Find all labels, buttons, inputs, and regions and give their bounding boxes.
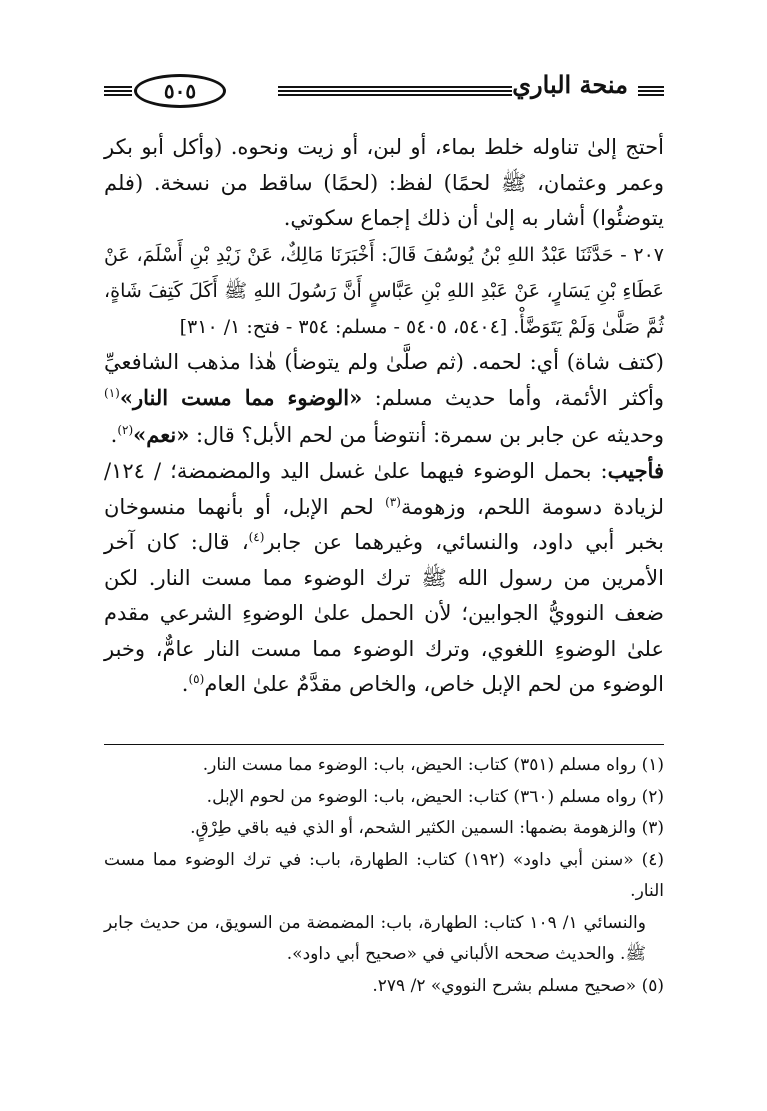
main-text <box>104 130 664 703</box>
header-rule-right <box>638 86 664 96</box>
footnote-4-continued: والنسائي ١/ ١٠٩ كتاب: الطهارة، باب: المضمضة من السويق، من حديث جابر ﷺ. والحديث صححه الألباني في «صحيح أبي داود». <box>104 912 646 964</box>
paragraph-3-text: (كتف شاة) أي: لحمه. (ثم صلَّىٰ ولم يتوضأ) هٰذا مذهب الشافعيِّ وأكثر الأئمة، وأما حديث مسلم: <box>104 349 665 410</box>
quote-hadith: «الوضوء مما مست النار» <box>119 385 363 410</box>
footnote-2: (٢) رواه مسلم (٣٦٠) كتاب: الحيض، باب: الوضوء من لحوم الإبل. <box>206 786 664 807</box>
header-rule-middle <box>278 86 512 96</box>
footnote-ref-3: (٣) <box>385 494 401 509</box>
paragraph-1: أحتج إلىٰ تناوله خلط بماء، أو لبن، أو زيت ونحوه. (وأكل أبو بكر وعمر وعثمان، ﷺ لحمًا) لفظ: (لحمًا) ساقط من نسخة. (فلم يتوضئُوا) أشار به إلىٰ أن ذلك إجماع سكوتي. <box>104 135 664 230</box>
answer-lead: فأجيب <box>607 458 664 483</box>
paragraph-4 <box>104 453 664 703</box>
footnote-4: (٤) «سنن أبي داود» (١٩٢) كتاب: الطهارة، باب: في ترك الوضوء مما مست النار. <box>104 849 664 901</box>
hadith-207: ٢٠٧ - حَدَّثَنَا عَبْدُ اللهِ بْنُ يُوسُفَ قَالَ: أَخْبَرَنَا مَالِكٌ، عَنْ زَيْدِ بْنِ أَسْلَمَ، عَنْ عَطَاءِ بْنِ يَسَارٍ، عَنْ عَبْدِ اللهِ بْنِ عَبَّاسٍ أَنَّ رَسُولَ اللهِ ﷺ أَكَلَ كَتِفَ شَاةٍ، ثُمَّ صَلَّىٰ وَلَمْ يَتَوَضَّأْ. [٥٤٠٤، ٥٤٠٥ - مسلم: ٣٥٤ - فتح: ١/ ٣١٠] <box>104 243 664 338</box>
book-title: منحة الباري <box>512 70 628 99</box>
footnote-3: (٣) والزهومة بضمها: السمين الكثير الشحم، أو الذي فيه باقي طِرْقٍ. <box>190 818 664 838</box>
page-number <box>134 74 226 108</box>
footnote-ref-4: (٤) <box>248 530 265 544</box>
page-header <box>104 62 664 112</box>
paragraph-4-text-3: ، قال: كان آخر الأمرين من رسول الله ﷺ ترك الوضوء مما مست النار. لكن ضعف النوويُّ الجوابين؛ لأن الحمل علىٰ الوضوءِ الشرعي مقدم علىٰ الوضوءِ اللغوي، وترك الوضوء مما مست النار عامٌّ، وخبر الوضوء من لحم الإبل خاص، والخاص مقدَّمٌ علىٰ العام <box>104 530 664 696</box>
page-number-text: ٥٠٥ <box>163 79 197 103</box>
paragraph-4-text-4: . <box>181 672 189 696</box>
quote-naam: «نعم» <box>133 421 190 447</box>
footnote-5: (٥) «صحيح مسلم بشرح النووي» ٢/ ٢٧٩. <box>372 975 664 996</box>
paragraph-3-middle: وحديثه عن جابر بن سمرة: أنتوضأ من لحم الأبل؟ قال: <box>189 422 664 447</box>
footnote-divider <box>104 744 664 745</box>
footnote-ref-5: (٥) <box>188 672 205 686</box>
footnote-ref-1: (١) <box>104 386 120 400</box>
paragraph-4-text-2: لحم الإبل، أو بأنهما منسوخان بخبر أبي داود، والنسائي، وغيرهما عن جابر <box>104 494 664 554</box>
paragraph-3 <box>104 345 664 454</box>
footnote-1: (١) رواه مسلم (٣٥١) كتاب: الحيض، باب: الوضوء مما مست النار. <box>202 755 664 775</box>
footnotes <box>104 750 664 1002</box>
paragraph-4-text-1: : بحمل الوضوء فيهما علىٰ غسل اليد والمضمضة؛ / ١٢٤/ لزيادة دسومة اللحم، وزهومة <box>104 459 664 519</box>
footnote-ref-2: (٢) <box>117 422 134 437</box>
paragraph-3-end: . <box>110 422 118 447</box>
header-rule-left <box>104 86 132 96</box>
